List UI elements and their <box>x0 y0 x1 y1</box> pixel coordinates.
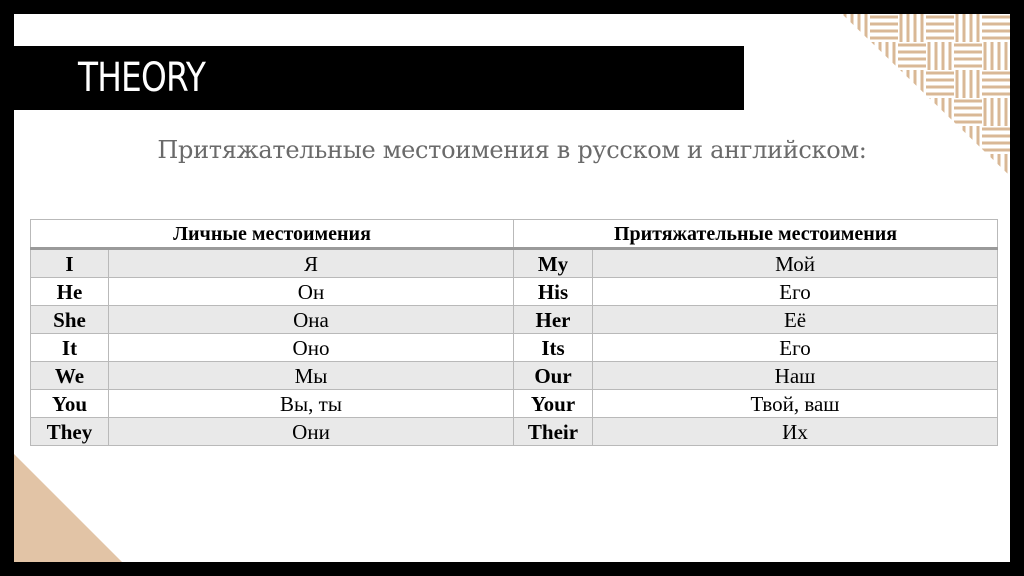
possessive-en-cell: His <box>514 278 593 306</box>
possessive-ru-cell: Его <box>593 334 998 362</box>
slide-subtitle: Притяжательные местоимения в русском и английском: <box>157 136 867 164</box>
possessive-ru-cell: Твой, ваш <box>593 390 998 418</box>
possessive-en-cell: Their <box>514 418 593 446</box>
header-personal: Личные местоимения <box>31 220 514 249</box>
personal-ru-cell: Они <box>109 418 514 446</box>
personal-en-cell: I <box>31 249 109 278</box>
personal-ru-cell: Он <box>109 278 514 306</box>
personal-en-cell: It <box>31 334 109 362</box>
table-row <box>31 249 998 278</box>
personal-en-cell: She <box>31 306 109 334</box>
personal-ru-cell: Оно <box>109 334 514 362</box>
possessive-ru-cell: Наш <box>593 362 998 390</box>
personal-ru-cell: Я <box>109 249 514 278</box>
personal-ru-cell: Она <box>109 306 514 334</box>
possessive-ru-cell: Их <box>593 418 998 446</box>
table-row <box>31 390 998 418</box>
possessive-ru-cell: Мой <box>593 249 998 278</box>
table-row <box>31 306 998 334</box>
possessive-en-cell: Her <box>514 306 593 334</box>
personal-en-cell: You <box>31 390 109 418</box>
title-bar <box>14 46 744 110</box>
table-row <box>31 334 998 362</box>
table-header-row <box>31 220 998 249</box>
pronoun-table <box>30 219 998 446</box>
table-row <box>31 362 998 390</box>
possessive-ru-cell: Его <box>593 278 998 306</box>
personal-en-cell: They <box>31 418 109 446</box>
personal-ru-cell: Вы, ты <box>109 390 514 418</box>
possessive-en-cell: Your <box>514 390 593 418</box>
table-row <box>31 278 998 306</box>
slide-canvas <box>14 14 1010 562</box>
personal-ru-cell: Мы <box>109 362 514 390</box>
corner-triangle-decoration <box>14 454 122 562</box>
personal-en-cell: He <box>31 278 109 306</box>
possessive-en-cell: Its <box>514 334 593 362</box>
possessive-en-cell: My <box>514 249 593 278</box>
possessive-en-cell: Our <box>514 362 593 390</box>
slide-title: THEORY <box>78 55 206 101</box>
header-possessive: Притяжательные местоимения <box>514 220 998 249</box>
possessive-ru-cell: Её <box>593 306 998 334</box>
personal-en-cell: We <box>31 362 109 390</box>
table-row <box>31 418 998 446</box>
